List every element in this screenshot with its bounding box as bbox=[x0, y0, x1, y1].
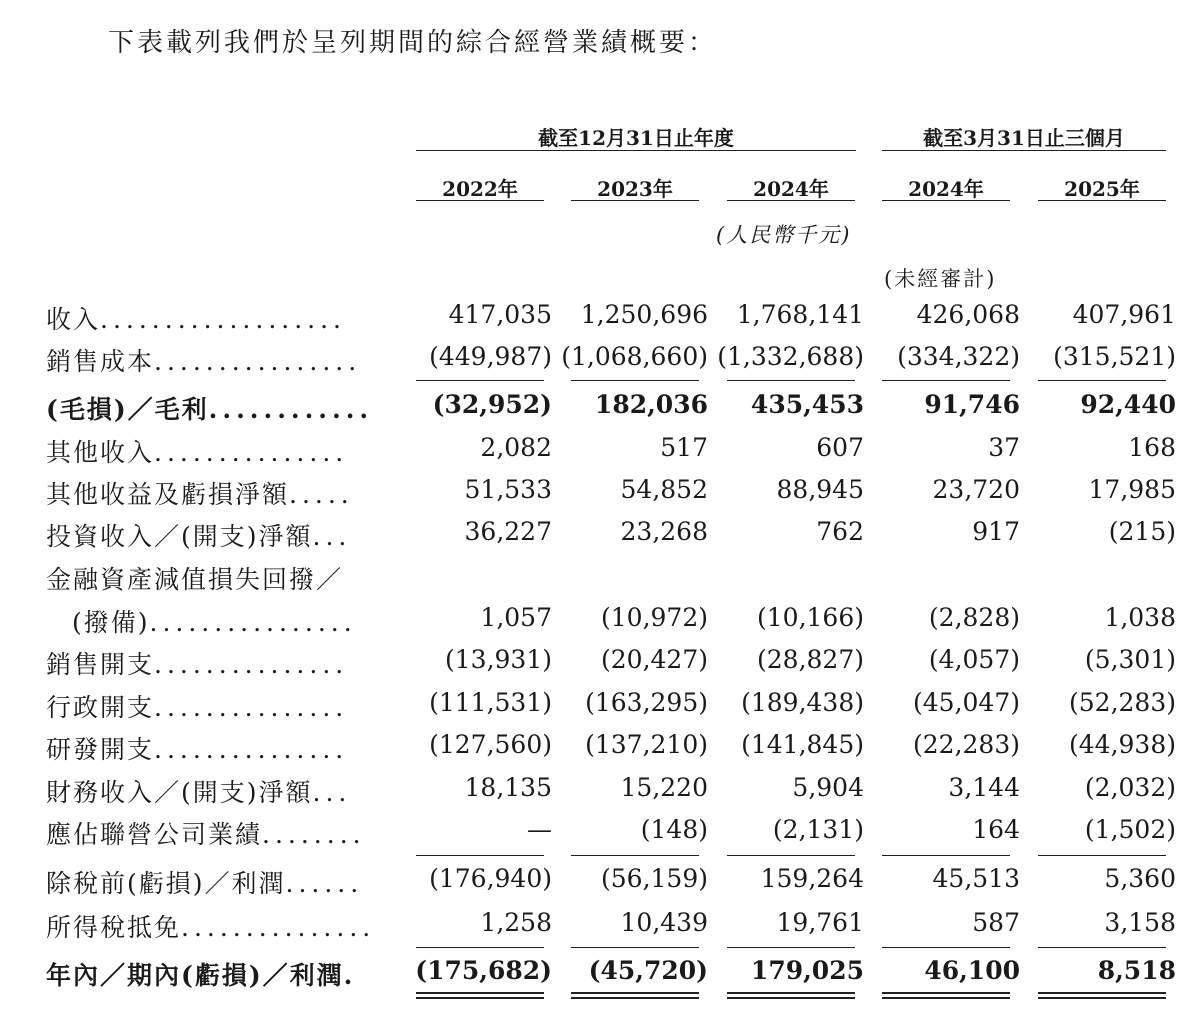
cell-value: 3,158 bbox=[1104, 908, 1176, 937]
cell-value: (52,283) bbox=[1069, 688, 1176, 717]
row-label bbox=[46, 342, 361, 378]
rule-after-tax bbox=[1038, 947, 1166, 948]
cell-value: 1,057 bbox=[480, 603, 552, 632]
cell-value: (32,952) bbox=[432, 390, 552, 419]
row-label bbox=[46, 390, 373, 426]
row-label bbox=[46, 956, 357, 992]
cell-value: (45,047) bbox=[913, 688, 1020, 717]
cell-value: (2,032) bbox=[1084, 773, 1176, 802]
cell-value: (20,427) bbox=[601, 645, 708, 674]
cell-value: 8,518 bbox=[1097, 956, 1176, 985]
cell-value: 37 bbox=[988, 433, 1020, 462]
cell-value: 1,768,141 bbox=[736, 300, 864, 329]
cell-value: (4,057) bbox=[928, 645, 1020, 674]
cell-value: — bbox=[527, 815, 552, 844]
cell-value: 92,440 bbox=[1080, 390, 1176, 419]
row-label bbox=[46, 815, 366, 851]
cell-value: 36,227 bbox=[464, 517, 552, 546]
year-underline-2 bbox=[571, 200, 699, 201]
row-label-text: 銷售成本 bbox=[46, 347, 155, 376]
rule-after-tax bbox=[571, 947, 699, 948]
cell-value: (163,295) bbox=[585, 688, 708, 717]
cell-value: 1,038 bbox=[1104, 603, 1176, 632]
cell-value: (10,166) bbox=[757, 603, 864, 632]
year-underline-4 bbox=[882, 200, 1010, 201]
row-leader-dots: ............ bbox=[208, 395, 374, 424]
cell-value: (1,502) bbox=[1084, 815, 1176, 844]
cell-value: (1,332,688) bbox=[717, 342, 864, 371]
table-row bbox=[0, 517, 1204, 557]
table-row bbox=[0, 956, 1204, 996]
row-leader-dots: ... bbox=[312, 522, 352, 551]
cell-value: (141,845) bbox=[741, 730, 864, 759]
double-underline-total bbox=[1038, 992, 1166, 999]
rule-after-associates bbox=[882, 855, 1010, 856]
cell-value: 407,961 bbox=[1072, 300, 1176, 329]
cell-value: 435,453 bbox=[750, 390, 864, 419]
row-leader-dots: ..... bbox=[289, 480, 354, 509]
cell-value: (127,560) bbox=[429, 730, 552, 759]
rule-after-cost bbox=[727, 380, 855, 381]
cell-value: 5,360 bbox=[1104, 864, 1176, 893]
row-label bbox=[46, 300, 346, 336]
year-underline-3 bbox=[727, 200, 855, 201]
row-leader-dots: ............... bbox=[154, 693, 349, 722]
table-row bbox=[0, 645, 1204, 685]
cell-value: 88,945 bbox=[776, 475, 864, 504]
row-label bbox=[46, 517, 351, 553]
cell-value: (44,938) bbox=[1069, 730, 1176, 759]
table-row bbox=[0, 864, 1204, 904]
year-header-2022: 2022年 bbox=[442, 177, 518, 201]
row-label-text: 所得稅抵免 bbox=[46, 913, 182, 942]
row-leader-dots: ................... bbox=[100, 305, 347, 334]
cell-value: 5,904 bbox=[792, 773, 864, 802]
rule-after-cost bbox=[882, 380, 1010, 381]
row-label bbox=[46, 773, 351, 809]
cell-value: 23,720 bbox=[932, 475, 1020, 504]
table-row bbox=[0, 300, 1204, 340]
table-row bbox=[0, 475, 1204, 515]
rule-after-associates bbox=[571, 855, 699, 856]
rule-after-cost bbox=[1038, 380, 1166, 381]
row-label-text: 銷售開支 bbox=[46, 650, 155, 679]
cell-value: (176,940) bbox=[429, 864, 552, 893]
cell-value: 168 bbox=[1128, 433, 1176, 462]
row-leader-dots: ................ bbox=[154, 347, 362, 376]
group-header-three-months: 截至3月31日止三個月 bbox=[923, 126, 1125, 150]
cell-value: (334,322) bbox=[897, 342, 1020, 371]
rule-after-associates bbox=[1038, 855, 1166, 856]
unaudited-note: (未經審計) bbox=[884, 267, 997, 291]
row-label-text: 研發開支 bbox=[46, 735, 155, 764]
cell-value: (56,159) bbox=[601, 864, 708, 893]
group-underline-2 bbox=[882, 150, 1166, 151]
row-leader-dots: ........ bbox=[262, 820, 366, 849]
table-row bbox=[0, 603, 1204, 643]
cell-value: 417,035 bbox=[448, 300, 552, 329]
cell-value: (189,438) bbox=[741, 688, 864, 717]
cell-value: 517 bbox=[660, 433, 708, 462]
row-label-text: (毛損)／毛利 bbox=[46, 395, 209, 424]
row-label-text: 金融資產減值損失回撥／ bbox=[46, 565, 344, 594]
cell-value: 179,025 bbox=[750, 956, 864, 985]
double-underline-total bbox=[882, 992, 1010, 999]
table-row bbox=[0, 773, 1204, 813]
rule-after-cost bbox=[416, 380, 544, 381]
double-underline-total bbox=[571, 992, 699, 999]
cell-value: 54,852 bbox=[620, 475, 708, 504]
cell-value: 10,439 bbox=[620, 908, 708, 937]
cell-value: 19,761 bbox=[776, 908, 864, 937]
table-row bbox=[0, 688, 1204, 728]
row-label-text: 除稅前(虧損)／利潤 bbox=[46, 869, 286, 898]
cell-value: (22,283) bbox=[913, 730, 1020, 759]
row-label bbox=[72, 603, 357, 639]
year-underline-1 bbox=[416, 200, 544, 201]
row-label-text: 其他收入 bbox=[46, 438, 155, 467]
row-label bbox=[46, 645, 348, 681]
row-label-text: 行政開支 bbox=[46, 693, 155, 722]
rule-after-associates bbox=[416, 855, 544, 856]
row-label bbox=[46, 730, 348, 766]
row-label-text: 收入 bbox=[46, 305, 101, 334]
cell-value: 607 bbox=[816, 433, 864, 462]
cell-value: 3,144 bbox=[948, 773, 1020, 802]
cell-value: (5,301) bbox=[1084, 645, 1176, 674]
cell-value: (315,521) bbox=[1053, 342, 1176, 371]
row-leader-dots: . bbox=[343, 961, 358, 990]
row-label bbox=[46, 908, 375, 944]
row-label-text: (撥備) bbox=[72, 608, 150, 637]
table-row bbox=[0, 560, 1204, 600]
cell-value: 1,258 bbox=[480, 908, 552, 937]
row-label bbox=[46, 475, 354, 511]
cell-value: (2,131) bbox=[772, 815, 864, 844]
group-underline-1 bbox=[416, 150, 856, 151]
cell-value: (1,068,660) bbox=[561, 342, 708, 371]
unit-note: (人民幣千元) bbox=[716, 223, 852, 247]
group-header-year-ended: 截至12月31日止年度 bbox=[538, 126, 734, 150]
cell-value: (175,682) bbox=[415, 956, 552, 985]
cell-value: (148) bbox=[640, 815, 708, 844]
year-underline-5 bbox=[1038, 200, 1166, 201]
table-row bbox=[0, 730, 1204, 770]
cell-value: (45,720) bbox=[588, 956, 708, 985]
intro-text: 下表載列我們於呈列期間的綜合經營業績概要： bbox=[108, 28, 718, 58]
row-label-text: 財務收入／(開支)淨額 bbox=[46, 778, 313, 807]
cell-value: 45,513 bbox=[932, 864, 1020, 893]
row-leader-dots: ...... bbox=[285, 869, 364, 898]
row-label-text: 年內／期內(虧損)／利潤 bbox=[46, 961, 344, 990]
cell-value: (449,987) bbox=[429, 342, 552, 371]
cell-value: 51,533 bbox=[464, 475, 552, 504]
year-header-2023: 2023年 bbox=[597, 177, 673, 201]
cell-value: (28,827) bbox=[757, 645, 864, 674]
cell-value: 46,100 bbox=[924, 956, 1020, 985]
cell-value: 426,068 bbox=[916, 300, 1020, 329]
row-label-text: 其他收益及虧損淨額 bbox=[46, 480, 290, 509]
cell-value: 15,220 bbox=[620, 773, 708, 802]
cell-value: (2,828) bbox=[928, 603, 1020, 632]
cell-value: 182,036 bbox=[594, 390, 708, 419]
row-label-text: 投資收入／(開支)淨額 bbox=[46, 522, 313, 551]
row-label bbox=[46, 688, 348, 724]
double-underline-total bbox=[416, 992, 544, 999]
row-label bbox=[46, 560, 343, 596]
cell-value: (13,931) bbox=[445, 645, 552, 674]
cell-value: 762 bbox=[816, 517, 864, 546]
table-row bbox=[0, 815, 1204, 855]
cell-value: 17,985 bbox=[1088, 475, 1176, 504]
row-label bbox=[46, 433, 348, 469]
row-leader-dots: ............... bbox=[181, 913, 376, 942]
rule-after-associates bbox=[727, 855, 855, 856]
table-row bbox=[0, 433, 1204, 473]
cell-value: 917 bbox=[972, 517, 1020, 546]
rule-after-tax bbox=[416, 947, 544, 948]
rule-after-tax bbox=[727, 947, 855, 948]
cell-value: (10,972) bbox=[601, 603, 708, 632]
double-underline-total bbox=[727, 992, 855, 999]
cell-value: 587 bbox=[972, 908, 1020, 937]
rule-after-tax bbox=[882, 947, 1010, 948]
cell-value: (215) bbox=[1108, 517, 1176, 546]
cell-value: 91,746 bbox=[924, 390, 1020, 419]
cell-value: 1,250,696 bbox=[580, 300, 708, 329]
year-header-2024-q1: 2024年 bbox=[908, 177, 984, 201]
cell-value: (137,210) bbox=[585, 730, 708, 759]
cell-value: (111,531) bbox=[429, 688, 552, 717]
row-leader-dots: ... bbox=[312, 778, 352, 807]
row-label-text: 應佔聯營公司業績 bbox=[46, 820, 263, 849]
row-leader-dots: ............... bbox=[154, 650, 349, 679]
cell-value: 2,082 bbox=[480, 433, 552, 462]
cell-value: 18,135 bbox=[464, 773, 552, 802]
row-leader-dots: ................ bbox=[149, 608, 357, 637]
cell-value: 159,264 bbox=[760, 864, 864, 893]
cell-value: 23,268 bbox=[620, 517, 708, 546]
table-row bbox=[0, 908, 1204, 948]
year-header-2025-q1: 2025年 bbox=[1064, 177, 1140, 201]
table-row bbox=[0, 390, 1204, 430]
row-leader-dots: ............... bbox=[154, 735, 349, 764]
year-header-2024: 2024年 bbox=[753, 177, 829, 201]
row-label bbox=[46, 864, 363, 900]
row-leader-dots: ............... bbox=[154, 438, 349, 467]
cell-value: 164 bbox=[972, 815, 1020, 844]
rule-after-cost bbox=[571, 380, 699, 381]
table-row bbox=[0, 342, 1204, 382]
